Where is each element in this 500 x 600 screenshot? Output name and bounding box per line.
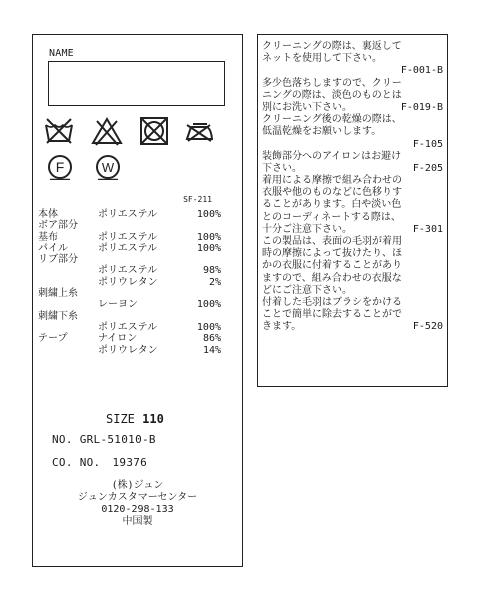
note-text: 別にお洗い下さい。: [262, 101, 352, 113]
note-text: 十分ご注意下さい。: [262, 223, 352, 235]
note-code: F-001-B: [400, 65, 443, 77]
note-code: F-205: [412, 162, 443, 174]
composition-row: 刺繍上糸: [38, 288, 78, 300]
care-label-right: [257, 34, 448, 387]
dry-clean-f-icon: [47, 154, 73, 180]
note-line: ることがあります。白や淡い色: [262, 199, 402, 211]
note-line: ニングの際は、淡色のものとは: [262, 89, 402, 101]
note-text: きます。: [262, 321, 302, 333]
wet-clean-w-icon: [95, 154, 121, 180]
bleach-prohibited-icon: [91, 115, 123, 147]
composition-row: 本体 ポリエステル 100%: [38, 209, 221, 220]
composition-row: ポリエステル 100%: [98, 321, 221, 333]
composition-table: [38, 209, 238, 356]
maker-phone: 0120-298-133: [101, 504, 174, 515]
sf-code: SF-211: [183, 195, 212, 204]
size-label: SIZE: [106, 412, 135, 426]
note-code: F-019-B: [400, 101, 443, 113]
country-of-origin: 中国製: [122, 516, 153, 527]
note-code: F-301: [412, 223, 443, 235]
note-line: ネットを使用して下さい。: [262, 53, 382, 65]
maker-center: ジュンカスタマーセンター: [77, 492, 198, 503]
care-notes: [262, 41, 443, 334]
note-code: F-105: [412, 138, 443, 150]
composition-row: パイル ポリエステル 100%: [38, 242, 221, 254]
maker-info: [33, 480, 242, 528]
note-text: 下さい。: [262, 162, 302, 174]
size-value: 110: [142, 412, 164, 426]
note-line: クリーニング後の乾燥の際は、: [262, 114, 402, 126]
co-label: CO. NO.: [52, 456, 101, 469]
note-line: どにご注意下さい。: [262, 284, 352, 296]
note-line: この製品は、表面の毛羽が着用: [262, 236, 402, 247]
composition-row: レーヨン 100%: [98, 299, 221, 311]
composition-row: ポリウレタン 14%: [98, 344, 221, 356]
note-line: 衣服や他のものなどに色移りす: [262, 187, 402, 199]
size-line: [106, 412, 164, 426]
composition-row: 刺繍下糸: [38, 310, 78, 322]
svg-text:W: W: [101, 160, 115, 175]
iron-prohibited-icon: [183, 115, 215, 147]
composition-row: リブ部分: [38, 254, 78, 266]
maker-company: (株)ジュン: [111, 480, 164, 491]
note-line: [262, 321, 443, 333]
co-number: [52, 456, 147, 469]
note-line: ますので、組み合わせの衣服な: [262, 272, 402, 284]
composition-row: ポリウレタン 2%: [98, 276, 221, 288]
care-symbols-row: [43, 115, 233, 147]
svg-text:F: F: [55, 159, 65, 175]
composition-row: テープ ナイロン 86%: [38, 333, 221, 345]
note-line: [262, 163, 443, 175]
care-label-left: [32, 34, 243, 567]
washing-prohibited-icon: [43, 115, 75, 147]
note-line: 低温乾燥をお願いします。: [262, 126, 382, 138]
note-line: 装飾部分へのアイロンはお避け: [262, 150, 402, 162]
note-line: クリーニングの際は、裏返して: [262, 41, 402, 52]
note-line: [262, 102, 443, 114]
composition-row: ボア部分: [38, 220, 78, 232]
note-line: 付着した毛羽はブラシをかける: [262, 296, 402, 308]
note-line: 着用による摩擦で組み合わせの: [262, 175, 402, 187]
name-write-box: [48, 61, 225, 106]
tumble-dry-prohibited-icon: [138, 115, 170, 147]
note-line: 多少色落ちしますので、クリー: [262, 77, 402, 89]
name-caption: NAME: [49, 48, 74, 59]
note-line: とのコーディネートする際は、: [262, 211, 401, 223]
note-line: ことで簡単に除去することがで: [262, 309, 402, 321]
note-line: かの衣服に付着することがあり: [262, 260, 402, 272]
composition-row: ポリエステル 98%: [98, 265, 221, 277]
note-line: [262, 224, 443, 236]
note-line: 時の摩擦によって抜けたり、ほ: [262, 248, 402, 260]
note-code: F-520: [412, 321, 443, 333]
composition-row: 基布 ポリエステル 100%: [38, 231, 221, 243]
professional-care-row: [47, 154, 137, 182]
co-value: 19376: [112, 456, 148, 469]
model-number: NO. GRL-51010-B: [52, 433, 156, 446]
